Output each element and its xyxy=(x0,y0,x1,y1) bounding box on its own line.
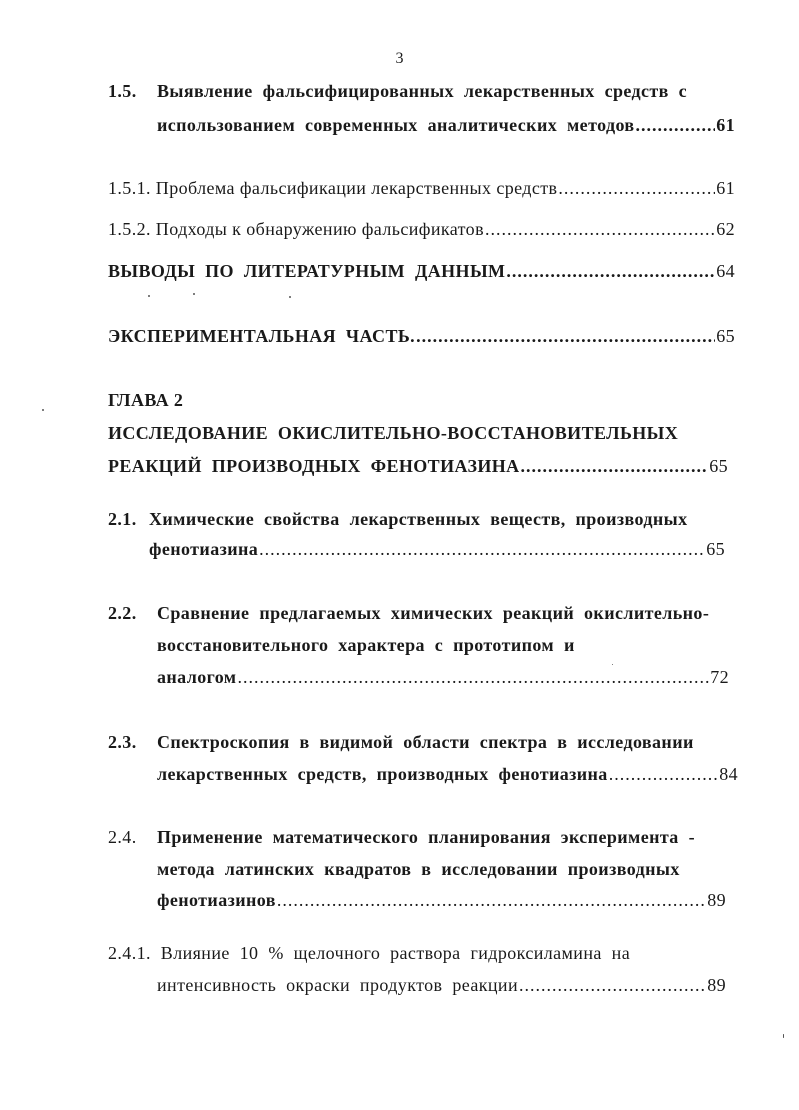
chapter-heading: ГЛАВА 2 xyxy=(108,390,184,410)
chapter-title-line1 xyxy=(108,422,678,444)
dot-leader xyxy=(416,325,715,347)
section-number: 2.1. xyxy=(108,509,137,529)
dot-leader xyxy=(558,177,715,199)
dot-leader xyxy=(506,260,715,282)
section-title-continued: восстановительного характера с прототипом и xyxy=(157,635,575,655)
section-title-continued: лекарственных средств, производных фенотиазина xyxy=(157,764,608,784)
dot-leader xyxy=(277,889,706,911)
toc-entry-1-5-line1 xyxy=(108,80,688,102)
section-number: 2.2. xyxy=(108,603,137,623)
toc-entry-1-5-2 xyxy=(108,218,735,240)
dot-leader xyxy=(237,666,709,688)
section-title: Выявление фальсифицированных лекарственных средств с xyxy=(157,81,688,101)
section-title: 2.4.1. Влияние 10 % щелочного раствора гидроксиламина на xyxy=(108,943,631,963)
section-number: 1.5. xyxy=(108,81,137,101)
page-ref: 65 xyxy=(709,456,728,476)
toc-entry-2-3-line1 xyxy=(108,731,694,753)
toc-entry-experimental xyxy=(108,325,735,347)
dot-leader xyxy=(519,974,706,996)
section-title: Спектроскопия в видимой области спектра в исследовании xyxy=(157,732,694,752)
toc-entry-2-4-line1 xyxy=(108,826,695,848)
page-ref: 89 xyxy=(707,890,726,910)
section-title-continued: интенсивность окраски продуктов реакции xyxy=(157,975,518,995)
section-title: ЭКСПЕРИМЕНТАЛЬНАЯ ЧАСТЬ. xyxy=(108,326,416,346)
section-title: ВЫВОДЫ ПО ЛИТЕРАТУРНЫМ ДАННЫМ xyxy=(108,261,506,281)
toc-entry-2-2-line2 xyxy=(157,634,575,656)
page-ref: 89 xyxy=(707,975,726,995)
toc-entry-1-5-1 xyxy=(108,177,735,199)
chapter-label xyxy=(108,389,183,411)
dot-leader xyxy=(636,114,716,136)
toc-entry-2-4-1-line2 xyxy=(157,974,726,996)
toc-entry-1-5-line2 xyxy=(157,114,735,136)
section-title-continued: фенотиазина xyxy=(149,539,259,559)
page-ref: 84 xyxy=(719,764,738,784)
page-ref: 72 xyxy=(710,667,729,687)
section-title: Сравнение предлагаемых химических реакций окислительно- xyxy=(157,603,710,623)
page-ref: 65 xyxy=(716,326,735,346)
toc-entry-2-3-line2 xyxy=(157,763,738,785)
toc-entry-2-2-line3 xyxy=(157,666,729,688)
chapter-title-line2 xyxy=(108,455,728,477)
page-ref: 64 xyxy=(716,261,735,281)
section-number: 2.3. xyxy=(108,732,137,752)
toc-entry-2-4-1-line1 xyxy=(108,942,630,964)
section-title-continued: аналогом xyxy=(157,667,237,687)
scan-speck xyxy=(42,409,44,411)
dot-leader xyxy=(521,455,709,477)
section-title: 1.5.2. Подходы к обнаружению фальсификатов xyxy=(108,219,484,239)
section-title-continued: использованием современных аналитических методов xyxy=(157,115,635,135)
chapter-title: ИССЛЕДОВАНИЕ ОКИСЛИТЕЛЬНО-ВОССТАНОВИТЕЛЬНЫХ xyxy=(108,423,679,443)
scan-speck xyxy=(193,293,195,295)
dot-leader xyxy=(259,538,705,560)
toc-entry-2-2-line1 xyxy=(108,602,709,624)
page-ref: 62 xyxy=(716,219,735,239)
dot-leader xyxy=(609,763,718,785)
section-number: 2.4. xyxy=(108,827,137,847)
scan-speck xyxy=(148,295,150,297)
section-title: Химические свойства лекарственных веществ, производных xyxy=(149,509,688,529)
section-title: Применение математического планирования эксперимента - xyxy=(157,827,696,847)
section-title: 1.5.1. Проблема фальсификации лекарственных средств xyxy=(108,178,558,198)
page-ref: 61 xyxy=(716,115,735,135)
section-title-continued: фенотиазинов xyxy=(157,890,276,910)
scan-speck xyxy=(289,296,291,298)
toc-entry-2-4-line3 xyxy=(157,889,726,911)
scan-speck xyxy=(612,664,613,665)
dot-leader xyxy=(485,218,715,240)
toc-entry-2-1-line2 xyxy=(149,538,725,560)
scan-speck xyxy=(783,1034,784,1038)
page-ref: 61 xyxy=(716,178,735,198)
page-ref: 65 xyxy=(706,539,725,559)
toc-entry-2-1-line1 xyxy=(108,508,688,530)
page-number: 3 xyxy=(395,50,404,67)
section-title-continued: метода латинских квадратов в исследовании производных xyxy=(157,859,680,879)
chapter-title-continued: РЕАКЦИЙ ПРОИЗВОДНЫХ ФЕНОТИАЗИНА xyxy=(108,456,520,476)
toc-entry-conclusions xyxy=(108,260,735,282)
toc-entry-2-4-line2 xyxy=(157,858,680,880)
